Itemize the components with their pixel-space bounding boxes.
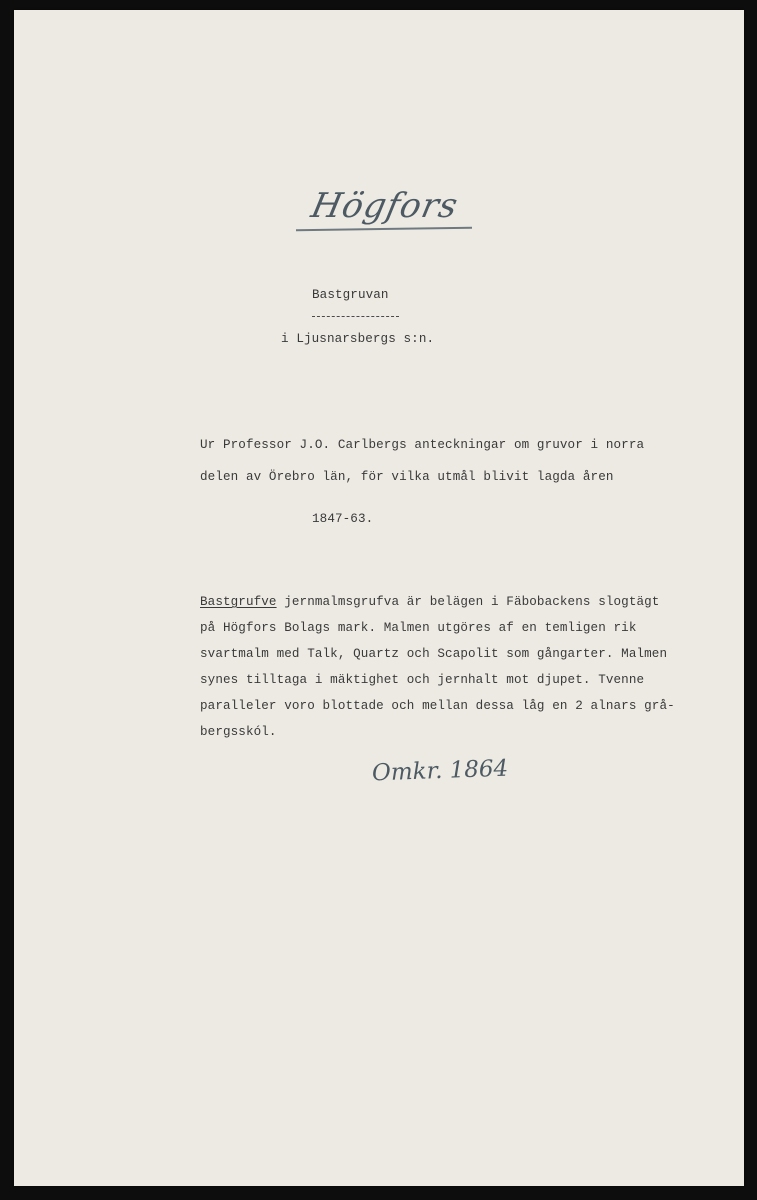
body-line-2: på Högfors Bolags mark. Malmen utgöres af en temligen rik — [200, 621, 637, 635]
body-line-3: svartmalm med Talk, Quartz och Scapolit som gångarter. Malmen — [200, 647, 668, 661]
body-line-1 — [200, 595, 659, 609]
mine-name-underline — [312, 316, 399, 317]
body-line-5: paralleler voro blottade och mellan dessa låg en 2 alnars grå- — [200, 699, 675, 713]
parish-line: i Ljusnarsbergs s:n. — [281, 332, 435, 346]
title-underline — [296, 227, 472, 231]
handwritten-date-note: Omkr. 1864 — [371, 755, 509, 787]
intro-line-1: Ur Professor J.O. Carlbergs anteckningar om gruvor i norra — [200, 438, 645, 452]
intro-line-2: delen av Örebro län, för vilka utmål blivit lagda åren — [200, 470, 614, 484]
handwritten-title: Högfors — [307, 186, 462, 226]
body-first-word: Bastgrufve — [200, 595, 277, 609]
document-page — [14, 10, 744, 1186]
body-line-6: bergsskól. — [200, 725, 277, 739]
body-line-1-rest: jernmalmsgrufva är belägen i Fäbobackens slogtägt — [276, 595, 660, 609]
body-line-4: synes tilltaga i mäktighet och jernhalt mot djupet. Tvenne — [200, 673, 645, 687]
intro-years: 1847-63. — [312, 512, 374, 526]
mine-name: Bastgruvan — [312, 288, 389, 302]
